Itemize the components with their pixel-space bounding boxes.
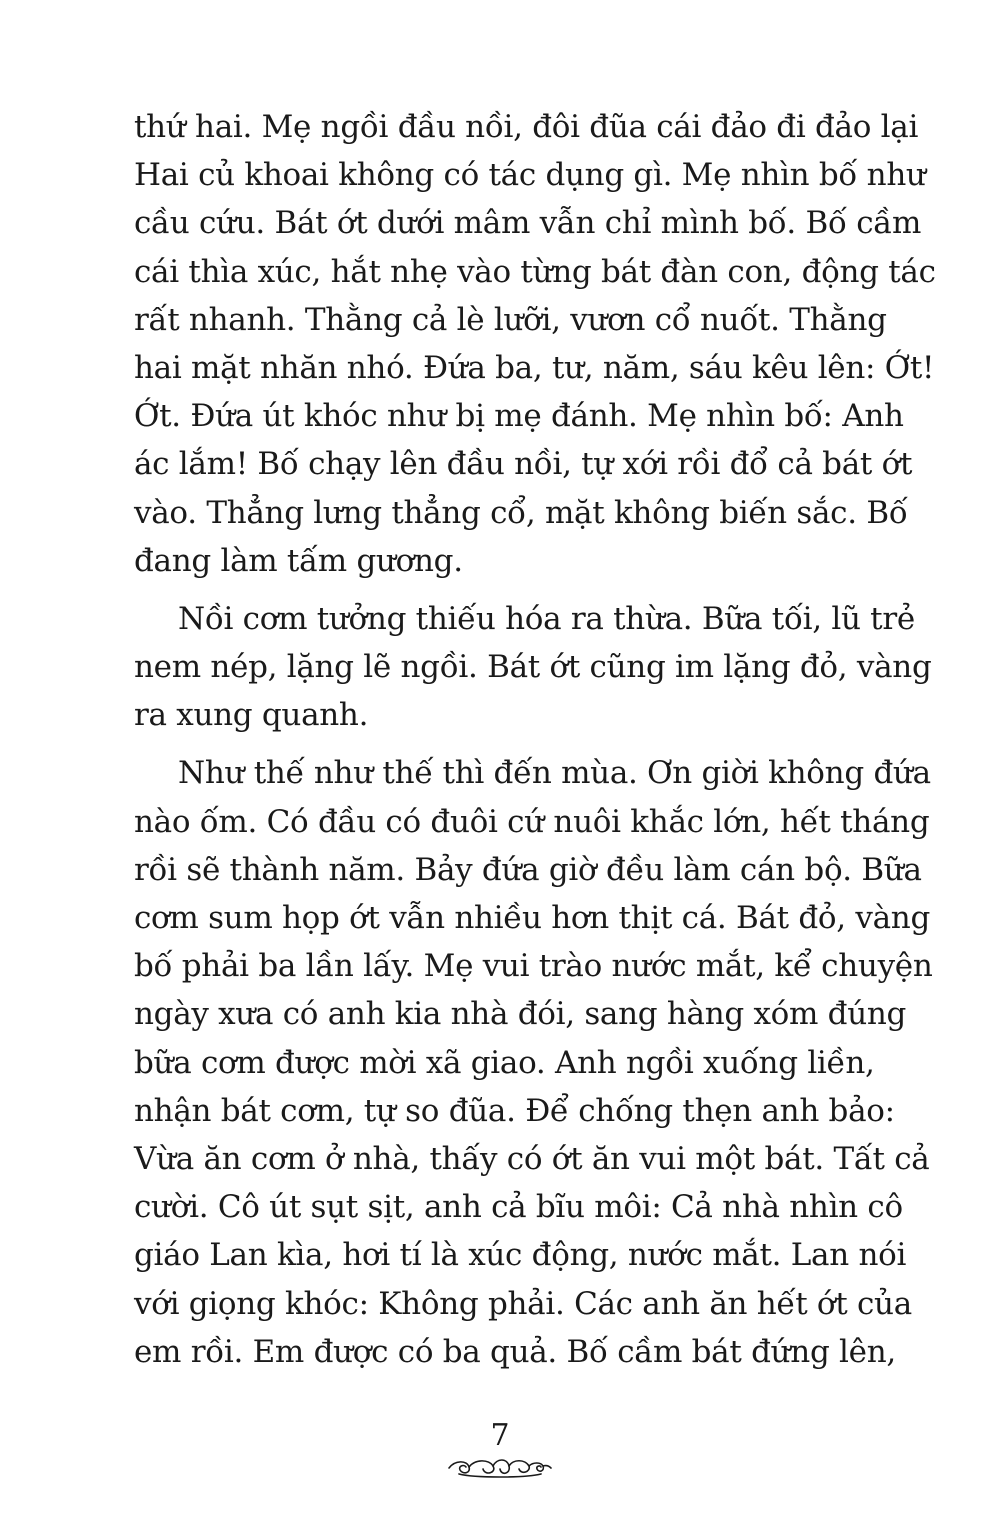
page-body (134, 103, 936, 1376)
text-line: Ớt. Đứa út khóc như bị mẹ đánh. Mẹ nhìn bố: Anh (134, 398, 904, 435)
flourish-ornament-icon (445, 1454, 555, 1480)
text-line: rồi sẽ thành năm. Bảy đứa giờ đều làm cán bộ. Bữa (134, 851, 922, 888)
text-line: Hai củ khoai không có tác dụng gì. Mẹ nhìn bố như (134, 157, 926, 194)
text-line: Như thế như thế thì đến mùa. Ơn giời không đứa (178, 755, 931, 792)
text-line: với giọng khóc: Không phải. Các anh ăn hết ớt của (134, 1285, 912, 1322)
text-line: Vừa ăn cơm ở nhà, thấy có ớt ăn vui một bát. Tất cả (134, 1140, 930, 1177)
text-line: nhận bát cơm, tự so đũa. Để chống thẹn anh bảo: (134, 1092, 895, 1129)
text-line: Nồi cơm tưởng thiếu hóa ra thừa. Bữa tối, lũ trẻ (178, 600, 915, 637)
text-line: cười. Cô út sụt sịt, anh cả bĩu môi: Cả nhà nhìn cô (134, 1189, 903, 1226)
text-line: ngày xưa có anh kia nhà đói, sang hàng xóm đúng (134, 996, 907, 1033)
text-line: bố phải ba lần lấy. Mẹ vui trào nước mắt, kể chuyện (134, 948, 933, 985)
text-line: cầu cứu. Bát ớt dưới mâm vẫn chỉ mình bố. Bố cầm (134, 205, 922, 242)
page-footer (0, 1418, 1000, 1480)
text-line: rất nhanh. Thằng cả lè lưỡi, vươn cổ nuốt. Thằng (134, 301, 887, 338)
text-line: giáo Lan kìa, hơi tí là xúc động, nước mắt. Lan nói (134, 1237, 907, 1274)
text-line: nem nép, lặng lẽ ngồi. Bát ớt cũng im lặng đỏ, vàng (134, 649, 932, 686)
text-line: nào ốm. Có đầu có đuôi cứ nuôi khắc lớn, hết tháng (134, 803, 930, 840)
paragraph-3 (134, 749, 933, 1375)
paragraph-2 (134, 595, 932, 740)
text-line: cơm sum họp ớt vẫn nhiều hơn thịt cá. Bát đỏ, vàng (134, 900, 931, 936)
text-line: em rồi. Em được có ba quả. Bố cầm bát đứng lên, (134, 1333, 896, 1370)
text-line: hai mặt nhăn nhó. Đứa ba, tư, năm, sáu kêu lên: Ớt! (134, 349, 935, 386)
text-line: đang làm tấm gương. (134, 542, 463, 579)
text-line: thứ hai. Mẹ ngồi đầu nồi, đôi đũa cái đảo đi đảo lại (134, 109, 919, 145)
paragraph-1 (134, 103, 936, 585)
text-line: vào. Thẳng lưng thẳng cổ, mặt không biến sắc. Bố (134, 494, 908, 531)
text-line: ác lắm! Bố chạy lên đầu nồi, tự xới rồi đổ cả bát ớt (134, 446, 913, 483)
page-number: 7 (490, 1418, 510, 1453)
text-line: ra xung quanh. (134, 697, 369, 734)
text-line: bữa cơm được mời xã giao. Anh ngồi xuống liền, (134, 1044, 875, 1081)
text-line: cái thìa xúc, hắt nhẹ vào từng bát đàn con, động tác (134, 253, 936, 290)
